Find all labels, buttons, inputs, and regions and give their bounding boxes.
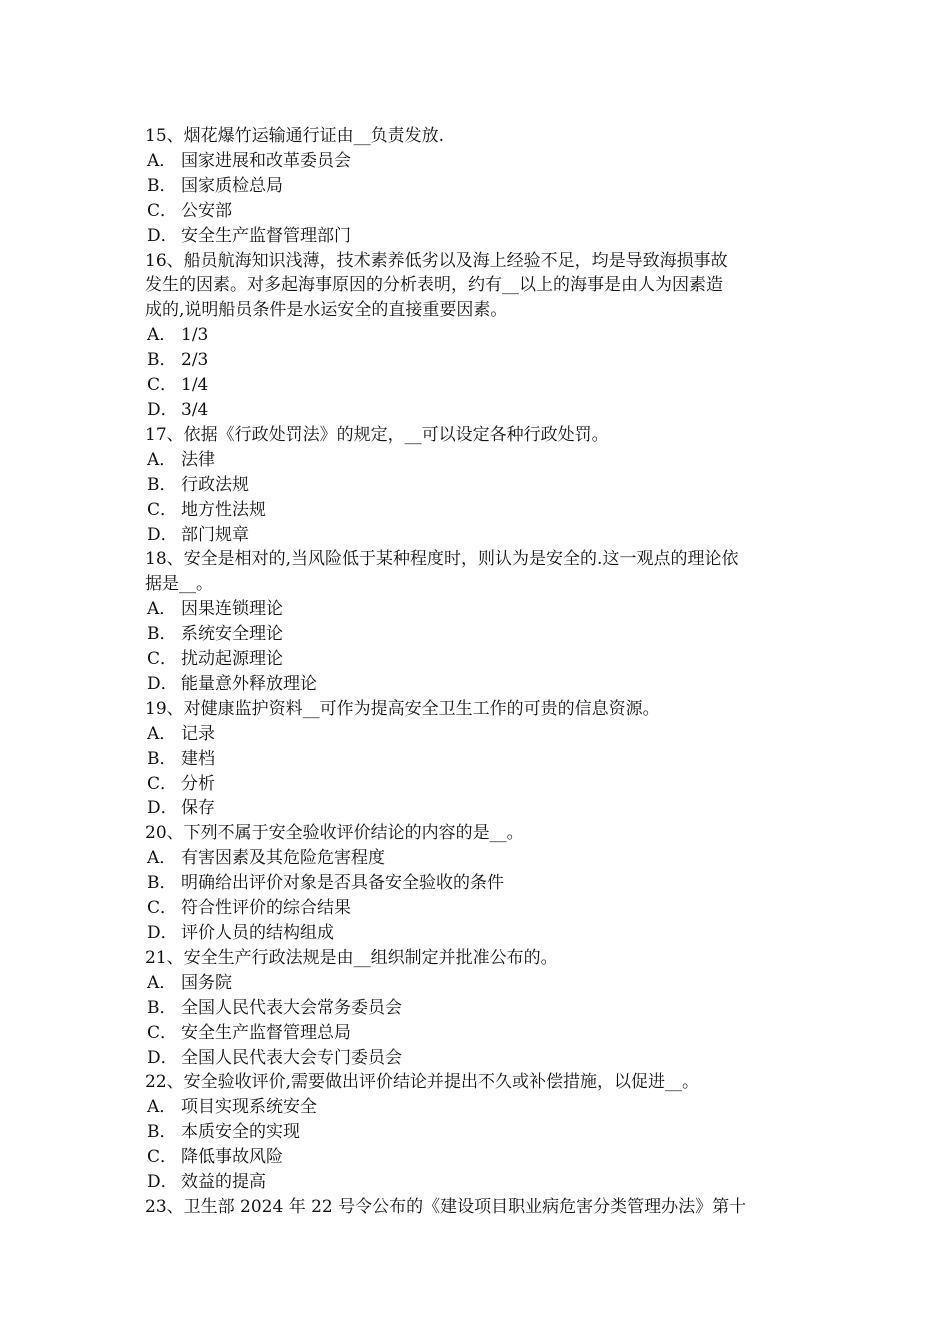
option-b (145, 996, 810, 1021)
option-a (145, 448, 810, 473)
option-letter: A． (147, 150, 177, 171)
option-text: 安全生产监督管理部门 (181, 225, 351, 246)
option-text: 安全生产监督管理总局 (181, 1022, 351, 1043)
option-letter: B． (147, 873, 177, 894)
option-text: 全国人民代表大会专门委员会 (181, 1047, 402, 1068)
option-c (145, 772, 810, 797)
question-15 (145, 124, 810, 249)
question-19 (145, 697, 810, 822)
option-letter: D． (147, 798, 178, 819)
option-text: 法律 (181, 449, 215, 470)
option-text: 系统安全理论 (181, 624, 283, 645)
option-text: 效益的提高 (181, 1172, 266, 1193)
option-text: 1/3 (181, 325, 209, 346)
option-letter: C． (147, 773, 178, 794)
option-letter: D． (147, 524, 178, 545)
option-text: 全国人民代表大会常务委员会 (181, 997, 402, 1018)
option-letter: C． (147, 200, 178, 221)
option-d (145, 224, 810, 249)
option-text: 保存 (181, 798, 215, 819)
option-letter: B． (147, 474, 177, 495)
option-letter: A． (147, 972, 177, 993)
option-letter: A． (147, 1097, 177, 1118)
question-stem-line: 17、依据《行政处罚法》的规定，__可以设定各种行政处罚。 (145, 424, 609, 445)
option-d (145, 921, 810, 946)
option-d (145, 1170, 810, 1195)
option-letter: A． (147, 723, 177, 744)
option-c (145, 896, 810, 921)
option-text: 国家质检总局 (181, 175, 283, 196)
option-a (145, 1095, 810, 1120)
option-text: 因果连锁理论 (181, 599, 283, 620)
option-text: 2/3 (181, 350, 209, 371)
option-c (145, 1021, 810, 1046)
option-letter: C． (147, 898, 178, 919)
option-b (145, 174, 810, 199)
question-stem-line: 21、安全生产行政法规是由__组织制定并批准公布的。 (145, 947, 558, 968)
option-d (145, 398, 810, 423)
option-letter: C． (147, 1022, 178, 1043)
option-b (145, 473, 810, 498)
option-a (145, 971, 810, 996)
option-a (145, 846, 810, 871)
option-b (145, 348, 810, 373)
option-b (145, 747, 810, 772)
option-text: 降低事故风险 (181, 1147, 283, 1168)
option-b (145, 871, 810, 896)
option-c (145, 199, 810, 224)
option-a (145, 149, 810, 174)
question-stem-line: 22、安全验收评价,需要做出评价结论并提出不久或补偿措施，以促进__。 (145, 1072, 700, 1093)
option-text: 扰动起源理论 (181, 649, 283, 670)
question-18 (145, 547, 810, 696)
question-20 (145, 821, 810, 946)
option-text: 分析 (181, 773, 215, 794)
question-stem-line: 16、船员航海知识浅薄，技术素养低劣以及海上经验不足，均是导致海损事故 (145, 250, 728, 271)
option-text: 评价人员的结构组成 (181, 923, 334, 943)
option-c (145, 647, 810, 672)
option-letter: B． (147, 748, 177, 769)
option-letter: B． (147, 624, 177, 645)
option-letter: D． (147, 399, 178, 420)
option-a (145, 722, 810, 747)
option-text: 明确给出评价对象是否具备安全验收的条件 (181, 873, 504, 894)
question-stem-line: 20、下列不属于安全验收评价结论的内容的是__。 (145, 823, 524, 844)
option-c (145, 1145, 810, 1170)
option-letter: D． (147, 1172, 178, 1193)
option-text: 本质安全的实现 (181, 1122, 300, 1143)
option-text: 1/4 (181, 375, 209, 396)
option-letter: B． (147, 175, 177, 196)
question-21 (145, 946, 810, 1071)
option-letter: A． (147, 599, 177, 620)
option-letter: C． (147, 649, 178, 670)
question-16 (145, 249, 810, 423)
option-letter: A． (147, 848, 177, 869)
option-letter: D． (147, 923, 178, 943)
option-text: 建档 (181, 748, 215, 769)
option-letter: C． (147, 375, 178, 396)
question-stem-line: 23、卫生部 2024 年 22 号令公布的《建设项目职业病危害分类管理办法》第十 (145, 1196, 747, 1217)
option-letter: B． (147, 1122, 177, 1143)
option-a (145, 597, 810, 622)
option-text: 项目实现系统安全 (181, 1097, 317, 1118)
option-d (145, 523, 810, 548)
option-letter: C． (147, 499, 178, 520)
question-stem-line: 成的,说明船员条件是水运安全的直接重要因素。 (145, 300, 508, 321)
option-c (145, 498, 810, 523)
option-text: 部门规章 (181, 524, 249, 545)
option-text: 有害因素及其危险危害程度 (181, 848, 385, 869)
question-stem-line: 15、烟花爆竹运输通行证由__负责发放. (145, 126, 445, 146)
option-d (145, 1046, 810, 1071)
option-text: 国家进展和改革委员会 (181, 150, 351, 171)
option-text: 能量意外释放理论 (181, 673, 317, 694)
question-stem-line: 19、对健康监护资料__可作为提高安全卫生工作的可贵的信息资源。 (145, 698, 660, 719)
question-22 (145, 1070, 810, 1195)
option-text: 地方性法规 (181, 499, 266, 520)
option-text: 公安部 (181, 200, 232, 221)
question-23 (145, 1195, 810, 1220)
option-letter: A． (147, 325, 177, 346)
option-text: 符合性评价的综合结果 (181, 898, 351, 919)
option-c (145, 373, 810, 398)
option-letter: D． (147, 1047, 178, 1068)
document-page (145, 124, 810, 1220)
option-text: 国务院 (181, 972, 232, 993)
option-letter: C． (147, 1147, 178, 1168)
question-stem-line: 发生的因素。对多起海事原因的分析表明，约有__以上的海事是由人为因素造 (145, 275, 723, 296)
option-letter: D． (147, 225, 178, 246)
option-text: 记录 (181, 723, 215, 744)
option-text: 行政法规 (181, 474, 249, 495)
question-17 (145, 423, 810, 548)
option-a (145, 323, 810, 348)
option-d (145, 672, 810, 697)
option-text: 3/4 (181, 399, 209, 420)
option-letter: A． (147, 449, 177, 470)
option-letter: B． (147, 997, 177, 1018)
question-stem-line: 据是__。 (145, 574, 213, 595)
option-b (145, 1120, 810, 1145)
option-letter: B． (147, 350, 177, 371)
question-stem-line: 18、安全是相对的,当风险低于某种程度时，则认为是安全的.这一观点的理论依 (145, 549, 739, 570)
option-d (145, 796, 810, 821)
option-letter: D． (147, 673, 178, 694)
option-b (145, 622, 810, 647)
